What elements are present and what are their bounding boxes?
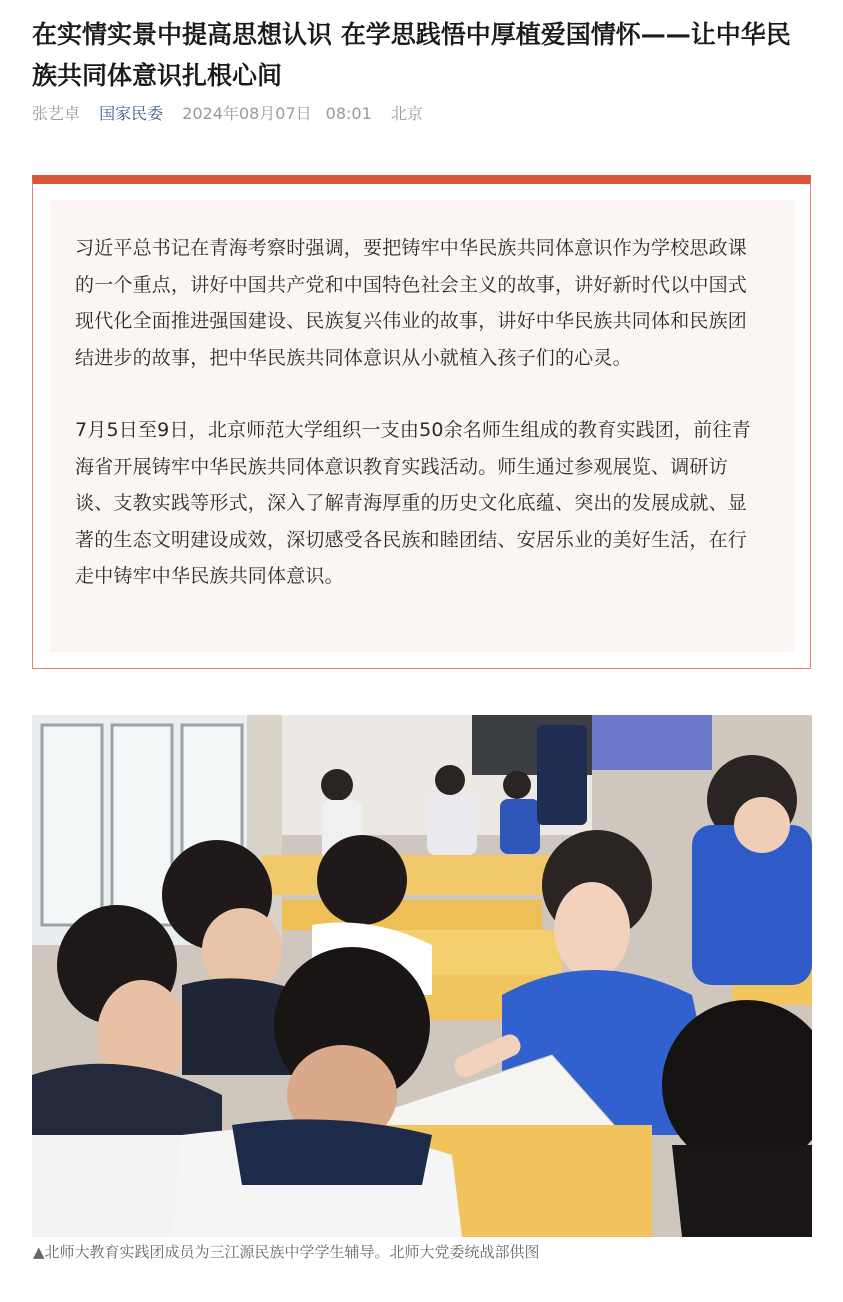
intro-quote-box	[32, 175, 811, 669]
intro-paragraph: 习近平总书记在青海考察时强调，要把铸牢中华民族共同体意识作为学校思政课的一个重点，讲好中国共产党和中国特色社会主义的故事，讲好新时代以中国式现代化全面推进强国建设、民族复兴伟业的故事，讲好中华民族共同体和民族团结进步的故事，把中华民族共同体意识从小就植入孩子们的心灵。	[75, 237, 748, 369]
publish-time: 08:01	[325, 104, 372, 123]
intro-paragraph: 7月5日至9日，北京师范大学组织一支由50余名师生组成的教育实践团，前往青海省开展铸牢中华民族共同体意识教育实践活动。师生通过参观展览、调研访谈、支教实践等形式，深入了解青海厚重的历史文化底蕴、突出的发展成就、显著的生态文明建设成效，深切感受各民族和睦团结、安居乐业的美好生活，在行走中铸牢中华民族共同体意识。	[75, 419, 751, 587]
author: 张艺卓	[32, 104, 81, 123]
article-photo	[32, 715, 812, 1237]
photo-caption: ▲北师大教育实践团成员为三江源民族中学学生辅导。北师大党委统战部供图	[33, 1243, 540, 1261]
intro-quote-content	[50, 200, 795, 652]
source-link[interactable]: 国家民委	[99, 104, 164, 123]
classroom-photo-illustration	[32, 715, 812, 1237]
article-meta	[32, 102, 437, 126]
location: 北京	[390, 104, 423, 123]
article-title: 在实情实景中提高思想认识 在学思践悟中厚植爱国情怀——让中华民族共同体意识扎根心间	[32, 20, 791, 90]
publish-date: 2024年08月07日	[182, 104, 312, 123]
